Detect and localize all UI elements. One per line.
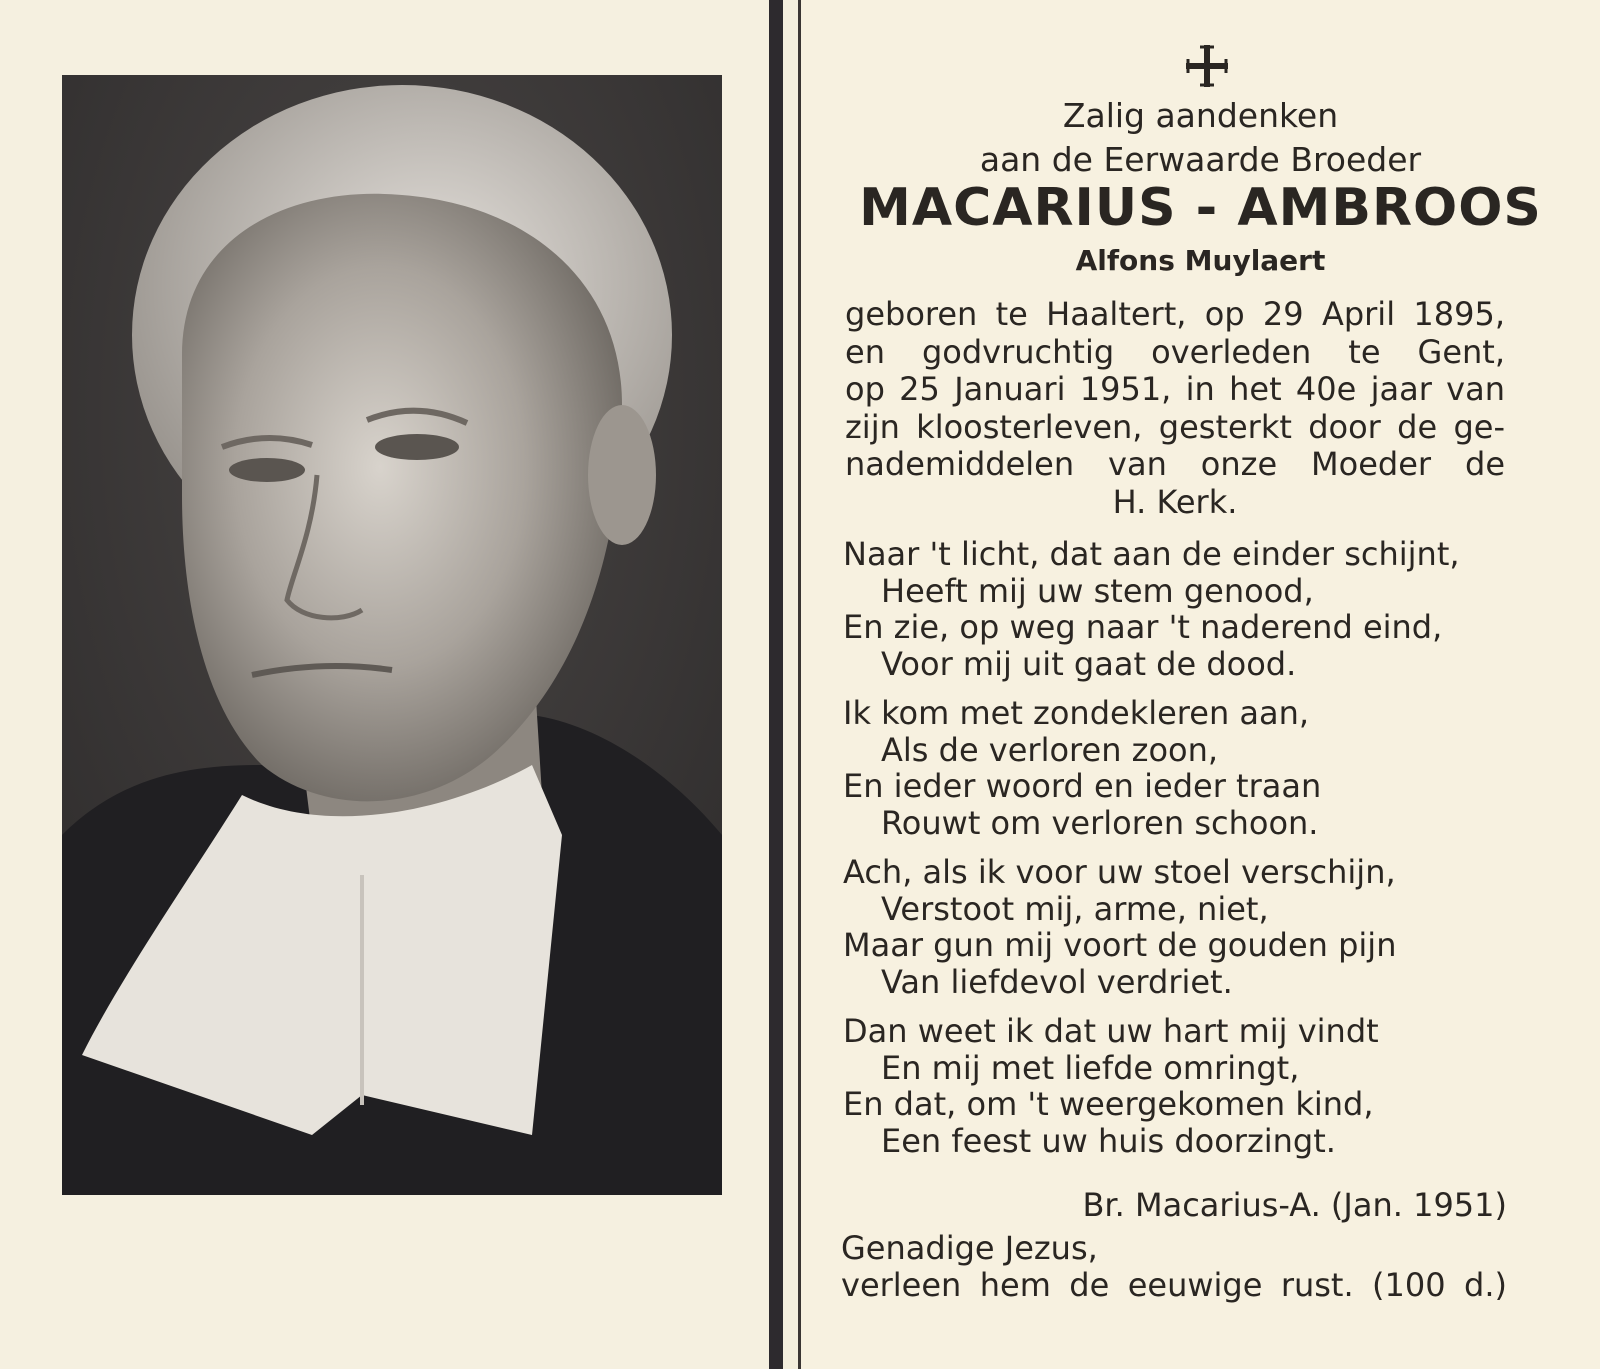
poem-line: Een feest uw huis doorzingt. bbox=[881, 1121, 1336, 1160]
religious-name: MACARIUS - AMBROOS bbox=[859, 178, 1542, 238]
bio-line: zijn kloosterleven, gesterkt door de ge- bbox=[845, 407, 1505, 446]
poem-signature: Br. Macarius-A. (Jan. 1951) bbox=[1082, 1186, 1507, 1224]
prayer-line: verleen hem de eeuwige rust. (100 d.) bbox=[841, 1266, 1507, 1304]
poem-line: Van liefdevol verdriet. bbox=[881, 962, 1233, 1001]
bio-line: geboren te Haaltert, op 29 April 1895, bbox=[845, 295, 1505, 333]
bio-line: op 25 Januari 1951, in het 40e jaar van bbox=[845, 370, 1505, 409]
poem-line: Ik kom met zondekleren aan, bbox=[843, 694, 1310, 732]
heading-line-1: Zalig aandenken bbox=[1062, 96, 1339, 135]
heading-line-2: aan de Eerwaarde Broeder bbox=[979, 140, 1422, 179]
poem-line: Ach, als ik voor uw stoel verschijn, bbox=[843, 853, 1396, 891]
bio-line: en godvruchtig overleden te Gent, bbox=[845, 332, 1505, 371]
card-edge bbox=[769, 0, 783, 1369]
poem-stanza bbox=[843, 536, 1543, 682]
biography bbox=[845, 296, 1505, 522]
poem-line: Rouwt om verloren schoon. bbox=[881, 803, 1319, 842]
poem-stanza bbox=[843, 695, 1543, 841]
cross-icon bbox=[1186, 45, 1228, 87]
poem-line: Als de verloren zoon, bbox=[881, 730, 1219, 769]
poem-line: En ieder woord en ieder traan bbox=[843, 767, 1322, 805]
civil-name: Alfons Muylaert bbox=[1075, 244, 1326, 277]
poem-stanza bbox=[843, 854, 1543, 1000]
poem-line: Naar 't licht, dat aan de einder schijnt, bbox=[843, 535, 1460, 573]
poem-line: Verstoot mij, arme, niet, bbox=[881, 889, 1269, 928]
bio-line: nademiddelen van onze Moeder de bbox=[845, 445, 1505, 484]
poem-line: Voor mij uit gaat de dood. bbox=[881, 644, 1297, 683]
photo-card bbox=[0, 0, 783, 1369]
poem-line: Maar gun mij voort de gouden pijn bbox=[843, 926, 1397, 964]
memorial-text-card bbox=[798, 0, 1600, 1369]
poem-line: Dan weet ik dat uw hart mij vindt bbox=[843, 1012, 1379, 1050]
poem bbox=[843, 536, 1543, 1172]
poem-line: En dat, om 't weergekomen kind, bbox=[843, 1085, 1374, 1123]
poem-stanza bbox=[843, 1013, 1543, 1159]
portrait-illustration bbox=[62, 75, 722, 1195]
poem-line: Heeft mij uw stem genood, bbox=[881, 571, 1314, 610]
poem-line: En zie, op weg naar 't naderend eind, bbox=[843, 608, 1443, 646]
prayer-line: Genadige Jezus, bbox=[841, 1229, 1098, 1267]
bio-line: H. Kerk. bbox=[1112, 482, 1238, 521]
closing-prayer bbox=[841, 1230, 1507, 1304]
poem-line: En mij met liefde omringt, bbox=[881, 1048, 1300, 1087]
portrait-photo bbox=[62, 75, 722, 1195]
